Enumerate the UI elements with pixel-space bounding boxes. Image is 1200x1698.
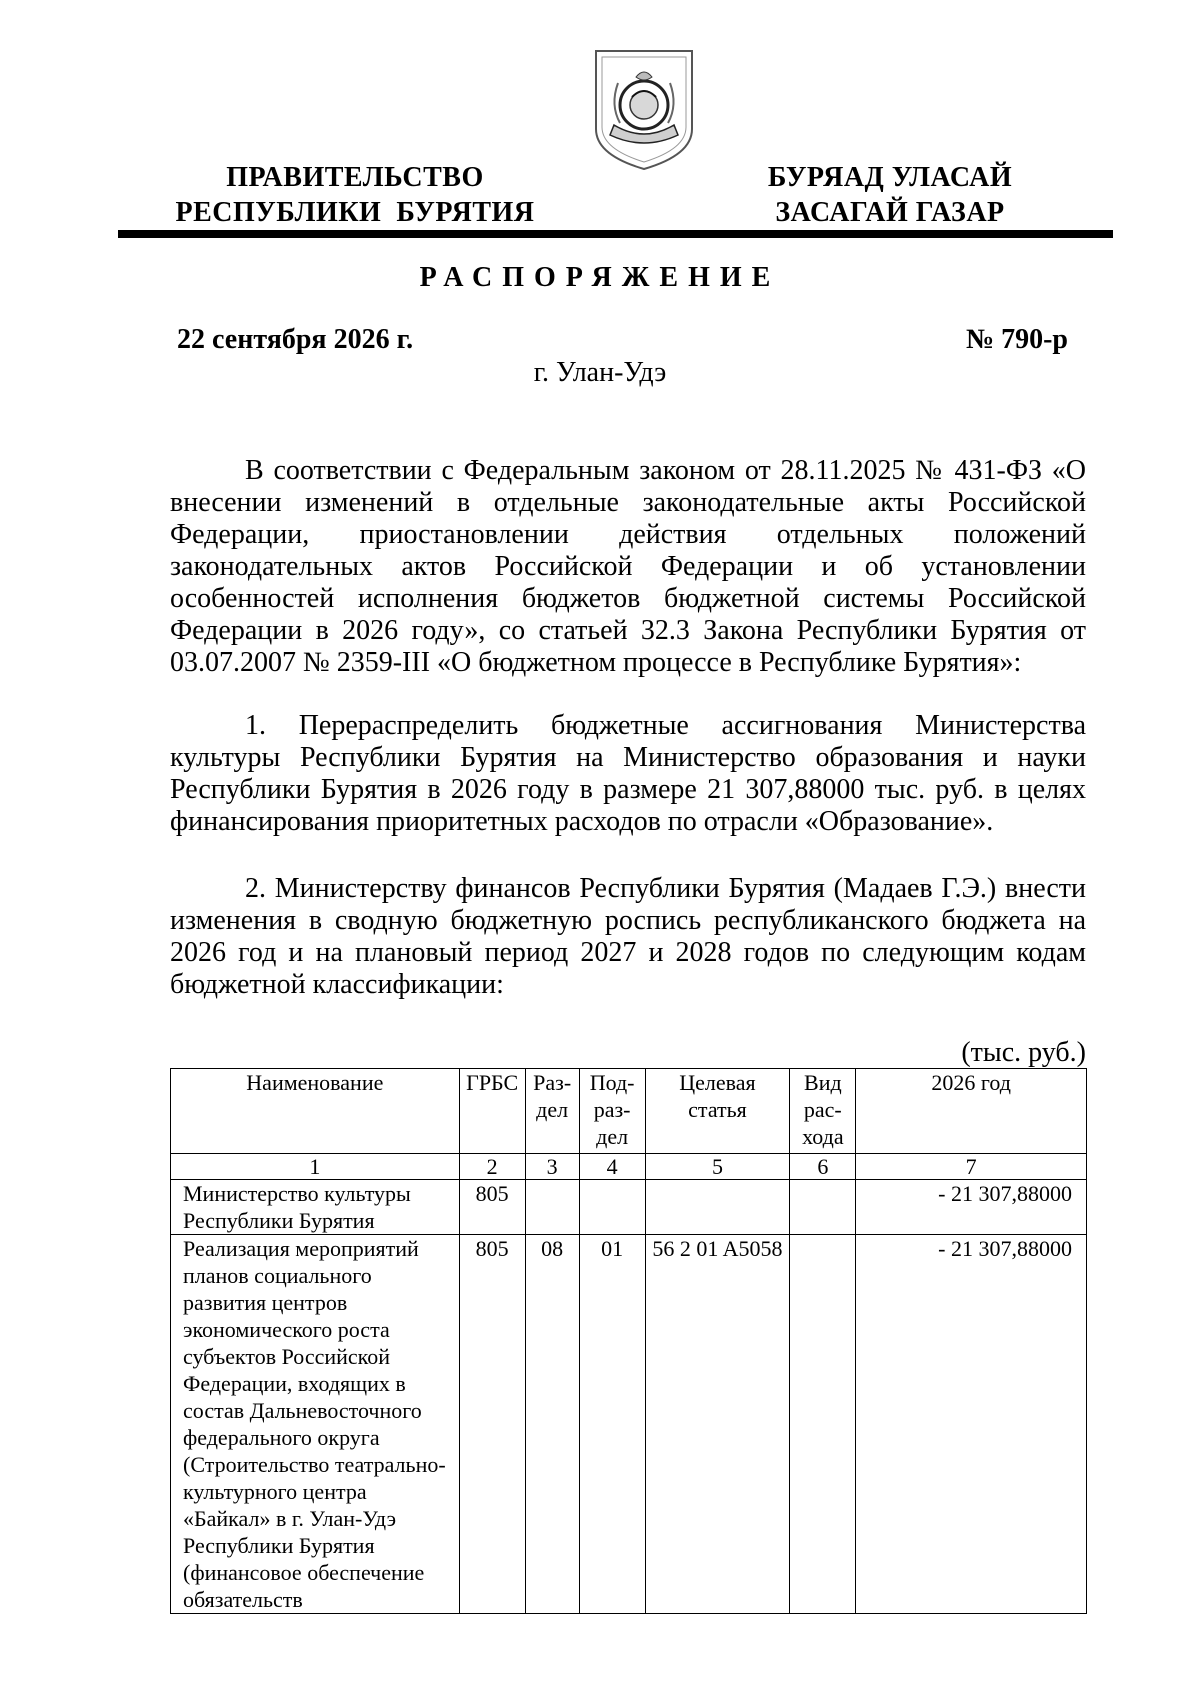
org-name-buryat-line1: БУРЯАД УЛАСАЙ [767,162,1013,193]
column-number: 1 [171,1154,460,1180]
clause-1-paragraph: 1. Перераспределить бюджетные ассигнования Министерства культуры Республики Бурятия на Министерство образования и науки Республики Бурятия в 2026 году в размере 21 307,88000 тыс. руб. в целях финансирования приоритетных расходов по отрасли «Образование». [170,710,1086,837]
header-name: Наименование [171,1069,460,1154]
header-target: Целевая статья [645,1069,790,1154]
clause-2-paragraph: 2. Министерству финансов Республики Бурятия (Мадаев Г.Э.) внести изменения в сводную бюджетную роспись республиканского бюджета на 2026 год и на плановый период 2027 и 2028 годов по следующим кодам бюджетной классификации: [170,873,1086,1000]
document-city: г. Улан-Удэ [533,357,667,388]
column-number: 4 [579,1154,645,1180]
row-subsection [579,1180,645,1235]
column-number: 2 [459,1154,525,1180]
header-grbs: ГРБС [459,1069,525,1154]
header-expense-type: Вид рас- хода [790,1069,856,1154]
header-subsection: Под- раз- дел [579,1069,645,1154]
row-grbs: 805 [459,1235,525,1614]
column-number: 6 [790,1154,856,1180]
document-type: РАСПОРЯЖЕНИЕ [419,262,781,293]
row-name: Реализация мероприятий планов социального развития центров экономического роста субъектов Российской Федерации, входящих в состав Дальневосточного федерального округа (Строительство театрально-культурного центра «Байкал» в г. Улан-Удэ Республики Бурятия (финансовое обеспечение обязательств [171,1235,460,1614]
row-expense-type [790,1180,856,1235]
org-name-buryat [745,160,1035,230]
row-expense-type [790,1235,856,1614]
row-target [645,1180,790,1235]
column-number: 3 [525,1154,579,1180]
table-row [171,1180,1087,1235]
preamble-paragraph: В соответствии с Федеральным законом от 28.11.2025 № 431-ФЗ «О внесении изменений в отдельные законодательные акты Российской Федерации, приостановлении действия отдельных положений законодательных актов Российской Федерации и об установлении особенностей исполнения бюджетов бюджетной системы Российской Федерации в 2026 году», со статьей 32.3 Закона Республики Бурятия от 03.07.2007 № 2359-III «О бюджетном процессе в Республике Бурятия»: [170,455,1086,678]
table-units: (тыс. руб.) [961,1037,1086,1068]
table-header-row [171,1069,1087,1154]
header-section: Раз- дел [525,1069,579,1154]
row-name: Министерство культуры Республики Бурятия [171,1180,460,1235]
row-target: 56 2 01 A5058 [645,1235,790,1614]
budget-table [170,1068,1087,1614]
header-divider [118,230,1113,238]
row-section [525,1180,579,1235]
coat-of-arms-icon [592,47,696,173]
org-name-buryat-line2: ЗАСАГАЙ ГАЗАР [775,197,1005,228]
row-amount: - 21 307,88000 [856,1180,1087,1235]
header-year: 2026 год [856,1069,1087,1154]
document-number: № 790-р [965,324,1068,355]
table-column-numbers-row [171,1154,1087,1180]
column-number: 5 [645,1154,790,1180]
org-name-russian-line1: ПРАВИТЕЛЬСТВО [226,162,484,193]
row-section: 08 [525,1235,579,1614]
org-name-russian [175,160,535,230]
column-number: 7 [856,1154,1087,1180]
org-name-russian-line2: РЕСПУБЛИКИ БУРЯТИЯ [175,197,535,228]
row-grbs: 805 [459,1180,525,1235]
document-date: 22 сентября 2026 г. [177,324,414,355]
row-subsection: 01 [579,1235,645,1614]
row-amount: - 21 307,88000 [856,1235,1087,1614]
table-row [171,1235,1087,1614]
